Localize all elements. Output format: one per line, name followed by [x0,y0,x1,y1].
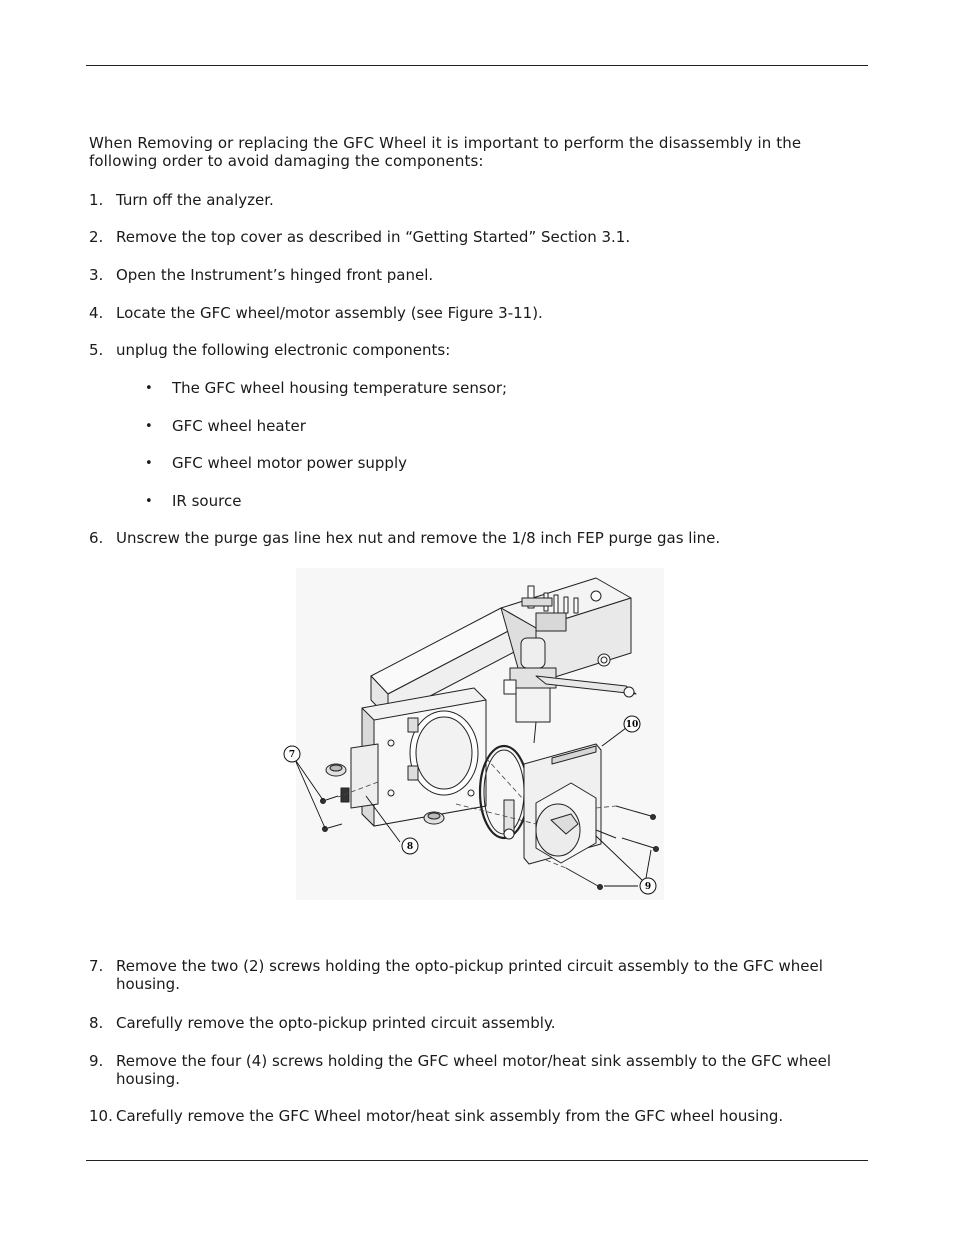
bullet-item: GFC wheel heater [172,417,306,435]
step-number: 3. [89,266,104,284]
callout-label: 10 [625,720,639,730]
step-number: 8. [89,1014,104,1032]
opto-pickup-pca [351,744,378,808]
bullet-item: IR source [172,492,242,510]
callout-label: 9 [644,882,652,892]
callout-label: 8 [406,842,414,852]
step-number: 1. [89,191,104,209]
bullet-icon: • [145,381,153,396]
bullet-item: GFC wheel motor power supply [172,454,407,472]
step-number: 2. [89,228,104,246]
header-rule [86,65,868,66]
step-number: 7. [89,957,104,975]
callout-label: 7 [288,750,296,760]
bullet-icon: • [145,419,153,434]
step-number: 9. [89,1052,104,1070]
step-text: unplug the following electronic components: [116,341,451,359]
step-text: Carefully remove the GFC Wheel motor/heat sink assembly from the GFC wheel housing. [116,1107,784,1125]
step-number: 10. [89,1107,113,1125]
bullet-icon: • [145,456,153,471]
step-text: Carefully remove the opto-pickup printed circuit assembly. [116,1014,556,1032]
step-text: Remove the four (4) screws holding the GFC wheel motor/heat sink assembly to the GFC wheel housing. [116,1052,831,1088]
step-text: Turn off the analyzer. [116,191,274,209]
step-text: Open the Instrument’s hinged front panel. [116,266,434,284]
step-text: Remove the two (2) screws holding the opto-pickup printed circuit assembly to the GFC wheel housing. [116,957,823,993]
step-text: Unscrew the purge gas line hex nut and remove the 1/8 inch FEP purge gas line. [116,529,721,547]
intro-paragraph: When Removing or replacing the GFC Wheel it is important to perform the disassembly in the following order to avoid damaging the components: [89,134,802,170]
footer-rule [86,1160,868,1161]
step-number: 6. [89,529,104,547]
step-number: 5. [89,341,104,359]
bullet-icon: • [145,494,153,509]
gfc-assembly-figure [288,568,664,900]
step-text: Locate the GFC wheel/motor assembly (see Figure 3-11). [116,304,543,322]
bullet-item: The GFC wheel housing temperature sensor; [172,379,508,397]
step-text: Remove the top cover as described in “Getting Started” Section 3.1. [116,228,631,246]
step-number: 4. [89,304,104,322]
